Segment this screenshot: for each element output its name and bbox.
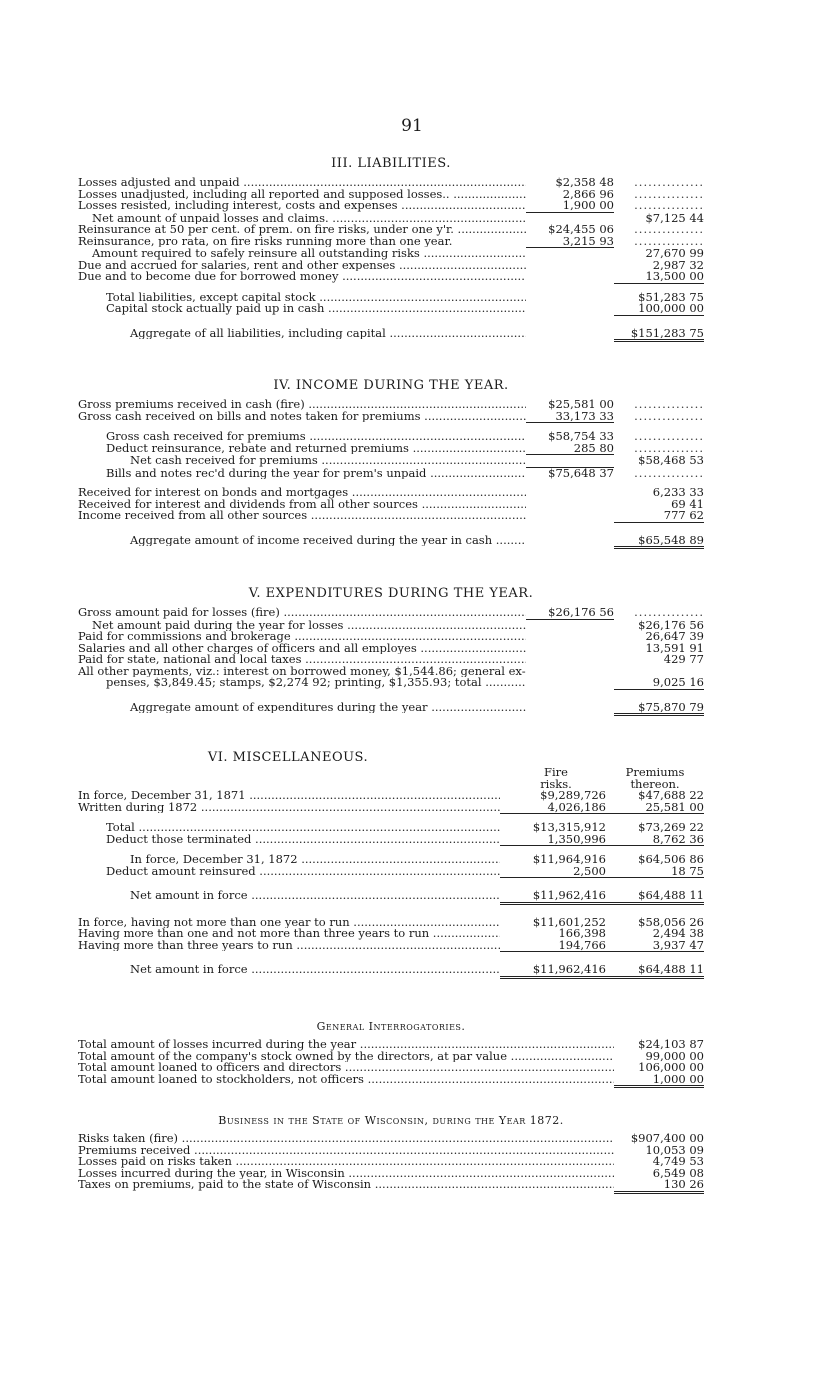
table-row: Aggregate amount of expenditures during the year ..... $75,870 79 [78, 702, 704, 717]
table-row: Taxes on premiums, paid to the state of Wisconsin ..... 130 26 [78, 1179, 704, 1194]
table-row: Losses paid on risks taken ..... 4,749 53 [78, 1156, 704, 1168]
table-row: Bills and notes rec'd during the year for prem's unpaid ..... $75,648 37 ............... [78, 467, 704, 480]
table-row: In force, December 31, 1872 ..... $11,964,916 $64,506 86 [78, 854, 704, 866]
table-row: Net amount in force ..... $11,962,416 $64,488 11 [78, 964, 704, 979]
premiums-header: Premiums thereon. [625, 765, 685, 791]
table-row: Total amount loaned to officers and directors ..... 106,000 00 [78, 1062, 704, 1074]
expenditures-title: V. EXPENDITURES DURING THE YEAR. [248, 586, 534, 601]
table-row: Deduct reinsurance, rebate and returned premiums ..... 285 80 ............... [78, 443, 704, 456]
table-row: Paid for commissions and brokerage ..... 26,647 39 [78, 631, 704, 643]
table-row: Premiums received ..... 10,053 09 [78, 1145, 704, 1157]
table-row: Net amount paid during the year for losses ..... $26,176 56 [78, 620, 704, 632]
table-row: Having more than one and not more than three years to run ..... 166,398 2,494 38 [78, 928, 704, 940]
table-row: Losses adjusted and unpaid ..... $2,358 48 ............... [78, 177, 704, 189]
table-row: Net amount in force ..... $11,962,416 $64,488 11 [78, 890, 704, 905]
table-row: Received for interest and dividends from all other sources ..... 69 41 [78, 499, 704, 511]
table-row: Losses incurred during the year, in Wisconsin ..... 6,549 08 [78, 1168, 704, 1180]
table-row: Reinsurance, pro rata, on fire risks running more than one year. 3,215 93 ............... [78, 233, 704, 248]
expenditures-section [78, 586, 704, 716]
table-row: In force, December 31, 1871 ..... $9,289,726 $47,688 22 [78, 790, 704, 802]
table-row: Capital stock actually paid up in cash ..... 100,000 00 [78, 303, 704, 316]
table-row: Having more than three years to run ..... 194,766 3,937 47 [78, 940, 704, 953]
table-row: penses, $3,849.45; stamps, $2,274 92; printing, $1,355.93; total ..... 9,025 16 [78, 677, 704, 690]
table-row: Written during 1872 ..... 4,026,186 25,581 00 [78, 802, 704, 815]
page-number: 91 [401, 116, 423, 136]
table-row: Gross amount paid for losses (fire) ..... $26,176 56 ............... [78, 607, 704, 620]
table-row: Net cash received for premiums ..... $58,468 53 [78, 455, 704, 467]
table-row: All other payments, viz.: interest on borrowed money, $1,544.86; general ex- [78, 665, 526, 677]
liabilities-title: III. LIABILITIES. [331, 156, 451, 171]
table-row: Amount required to safely reinsure all outstanding risks ..... 27,670 99 [78, 248, 704, 260]
table-row: Gross premiums received in cash (fire) ..... $25,581 00 ............... [78, 399, 704, 411]
table-row: Due and accrued for salaries, rent and other expenses ..... 2,987 32 [78, 260, 704, 272]
table-row: Aggregate amount of income received during the year in cash ..... $65,548 89 [78, 535, 704, 550]
misc-section [78, 750, 704, 979]
wisconsin-title: Business in the State of Wisconsin, during the Year 1872. [218, 1114, 564, 1127]
table-row: Aggregate of all liabilities, including capital ..... $151,283 75 [78, 328, 704, 343]
interrogatories-section [78, 1020, 704, 1088]
table-row: Deduct those terminated ..... 1,350,996 8,762 36 [78, 834, 704, 847]
fire-risks-header: Fire risks. [540, 765, 572, 791]
misc-title: VI. MISCELLANEOUS. [207, 750, 369, 765]
table-row: Deduct amount reinsured ..... 2,500 18 75 [78, 866, 704, 879]
wisconsin-section [78, 1114, 704, 1194]
table-row: In force, having not more than one year to run ..... $11,601,252 $58,056 26 [78, 917, 704, 929]
table-row: Total amount of the company's stock owned by the directors, at par value ..... 99,000 00 [78, 1051, 704, 1063]
table-row: Losses resisted, including interest, costs and expenses ..... 1,900 00 ............... [78, 200, 704, 213]
table-row: Risks taken (fire) ..... $907,400 00 [78, 1133, 704, 1145]
table-row: Net amount of unpaid losses and claims. ..... $7,125 44 [78, 213, 704, 225]
interrogatories-title: General Interrogatories. [316, 1020, 466, 1033]
table-row: Total liabilities, except capital stock ..... $51,283 75 [78, 292, 704, 304]
table-row: Due and to become due for borrowed money ..... 13,500 00 [78, 271, 704, 284]
table-row: Losses unadjusted, including all reported and supposed losses.. ..... 2,866 96 ............... [78, 189, 704, 201]
table-row: Salaries and all other charges of officers and all employes ..... 13,591 91 [78, 643, 704, 655]
table-row: Gross cash received for premiums ..... $58,754 33 ............... [78, 431, 704, 443]
table-row: Gross cash received on bills and notes taken for premiums ..... 33,173 33 ............... [78, 411, 704, 424]
misc-column-headers [78, 767, 704, 790]
table-row: Total amount loaned to stockholders, not officers ..... 1,000 00 [78, 1074, 704, 1089]
table-row: Received for interest on bonds and mortgages ..... 6,233 33 [78, 487, 704, 499]
income-title: IV. INCOME DURING THE YEAR. [273, 378, 509, 393]
liabilities-section [78, 156, 704, 342]
table-row: Total ..... $13,315,912 $73,269 22 [78, 822, 704, 834]
table-row: Total amount of losses incurred during the year ..... $24,103 87 [78, 1039, 704, 1051]
table-row: Reinsurance at 50 per cent. of prem. on fire risks, under one y'r. ..... $24,455 06 ............... [78, 224, 704, 236]
table-row: Income received from all other sources ..... 777 62 [78, 510, 704, 523]
income-section [78, 378, 704, 549]
table-row: Paid for state, national and local taxes ..... 429 77 [78, 654, 704, 666]
